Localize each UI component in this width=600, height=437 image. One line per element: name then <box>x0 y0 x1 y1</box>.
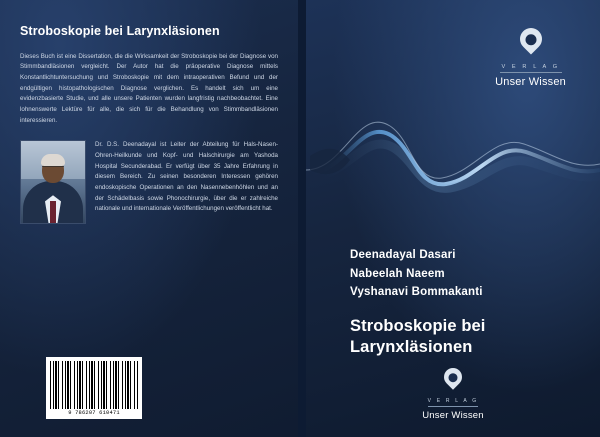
book-spine <box>298 0 306 437</box>
back-cover <box>0 0 298 437</box>
publisher-logo-rule <box>428 406 478 407</box>
author-list <box>350 246 483 302</box>
author-name: Vyshanavi Bommakanti <box>350 286 483 299</box>
water-drop-icon <box>440 368 466 394</box>
publisher-name: Unser Wissen <box>422 410 484 421</box>
publisher-verlag-label: V E R L A G <box>427 398 479 404</box>
back-cover-blurb: Dieses Buch ist eine Dissertation, die die Wirksamkeit der Stroboskopie bei der Diagnose von Stimmbandläsionen vergleicht. Der Autor hat die präoperative Diagnose mittels Konstantlichtuntersuchung und Stroboskopie mit dem intraoperativen Befund und der endgültigen histopathologischen Diagnose verglichen. Es handelt sich um eine evidenzbasierte Studie, und alle unsere Patienten wurden langfristig nachbeobachtet. Eine lohnenswerte Lektüre für alle, die sich für die Behandlung von Stimmbandläsionen interessieren. <box>20 52 278 124</box>
front-cover-title: Stroboskopie bei Larynxläsionen <box>350 317 486 357</box>
front-cover <box>306 0 600 437</box>
author-name: Nabeelah Naeem <box>350 267 445 280</box>
water-drop-icon <box>516 28 546 58</box>
back-cover-title: Stroboskopie bei Larynxläsionen <box>20 24 220 38</box>
author-block <box>20 140 278 224</box>
barcode-number: 9 786207 610471 <box>68 410 120 416</box>
publisher-name: Unser Wissen <box>495 76 566 88</box>
vocal-cord-waveform-graphic <box>306 96 600 236</box>
publisher-logo-bottom <box>306 368 600 421</box>
author-name: Deenadayal Dasari <box>350 249 456 261</box>
publisher-logo-top <box>495 28 566 88</box>
publisher-logo-rule <box>500 72 562 73</box>
publisher-verlag-label: V E R L A G <box>501 64 560 70</box>
barcode-bars <box>50 361 138 409</box>
author-photo <box>20 140 86 224</box>
barcode <box>46 357 142 419</box>
author-bio: Dr. D.S. Deenadayal ist Leiter der Abteilung für Hals-Nasen-Ohren-Heilkunde und Kopf- und Halschirurgie am Yashoda Hospital Secunderabad. Er verfügt über 35 Jahre Erfahrung in diesem Bereich. Zu seinen besonderen Interessen gehören endoskopische Operationen an den Nasennebenhöhlen und an der Schädelbasis sowie Phonochirurgie, über die er zahlreiche nationale und internationale Veröffentlichungen veröffentlicht hat. <box>95 141 278 213</box>
